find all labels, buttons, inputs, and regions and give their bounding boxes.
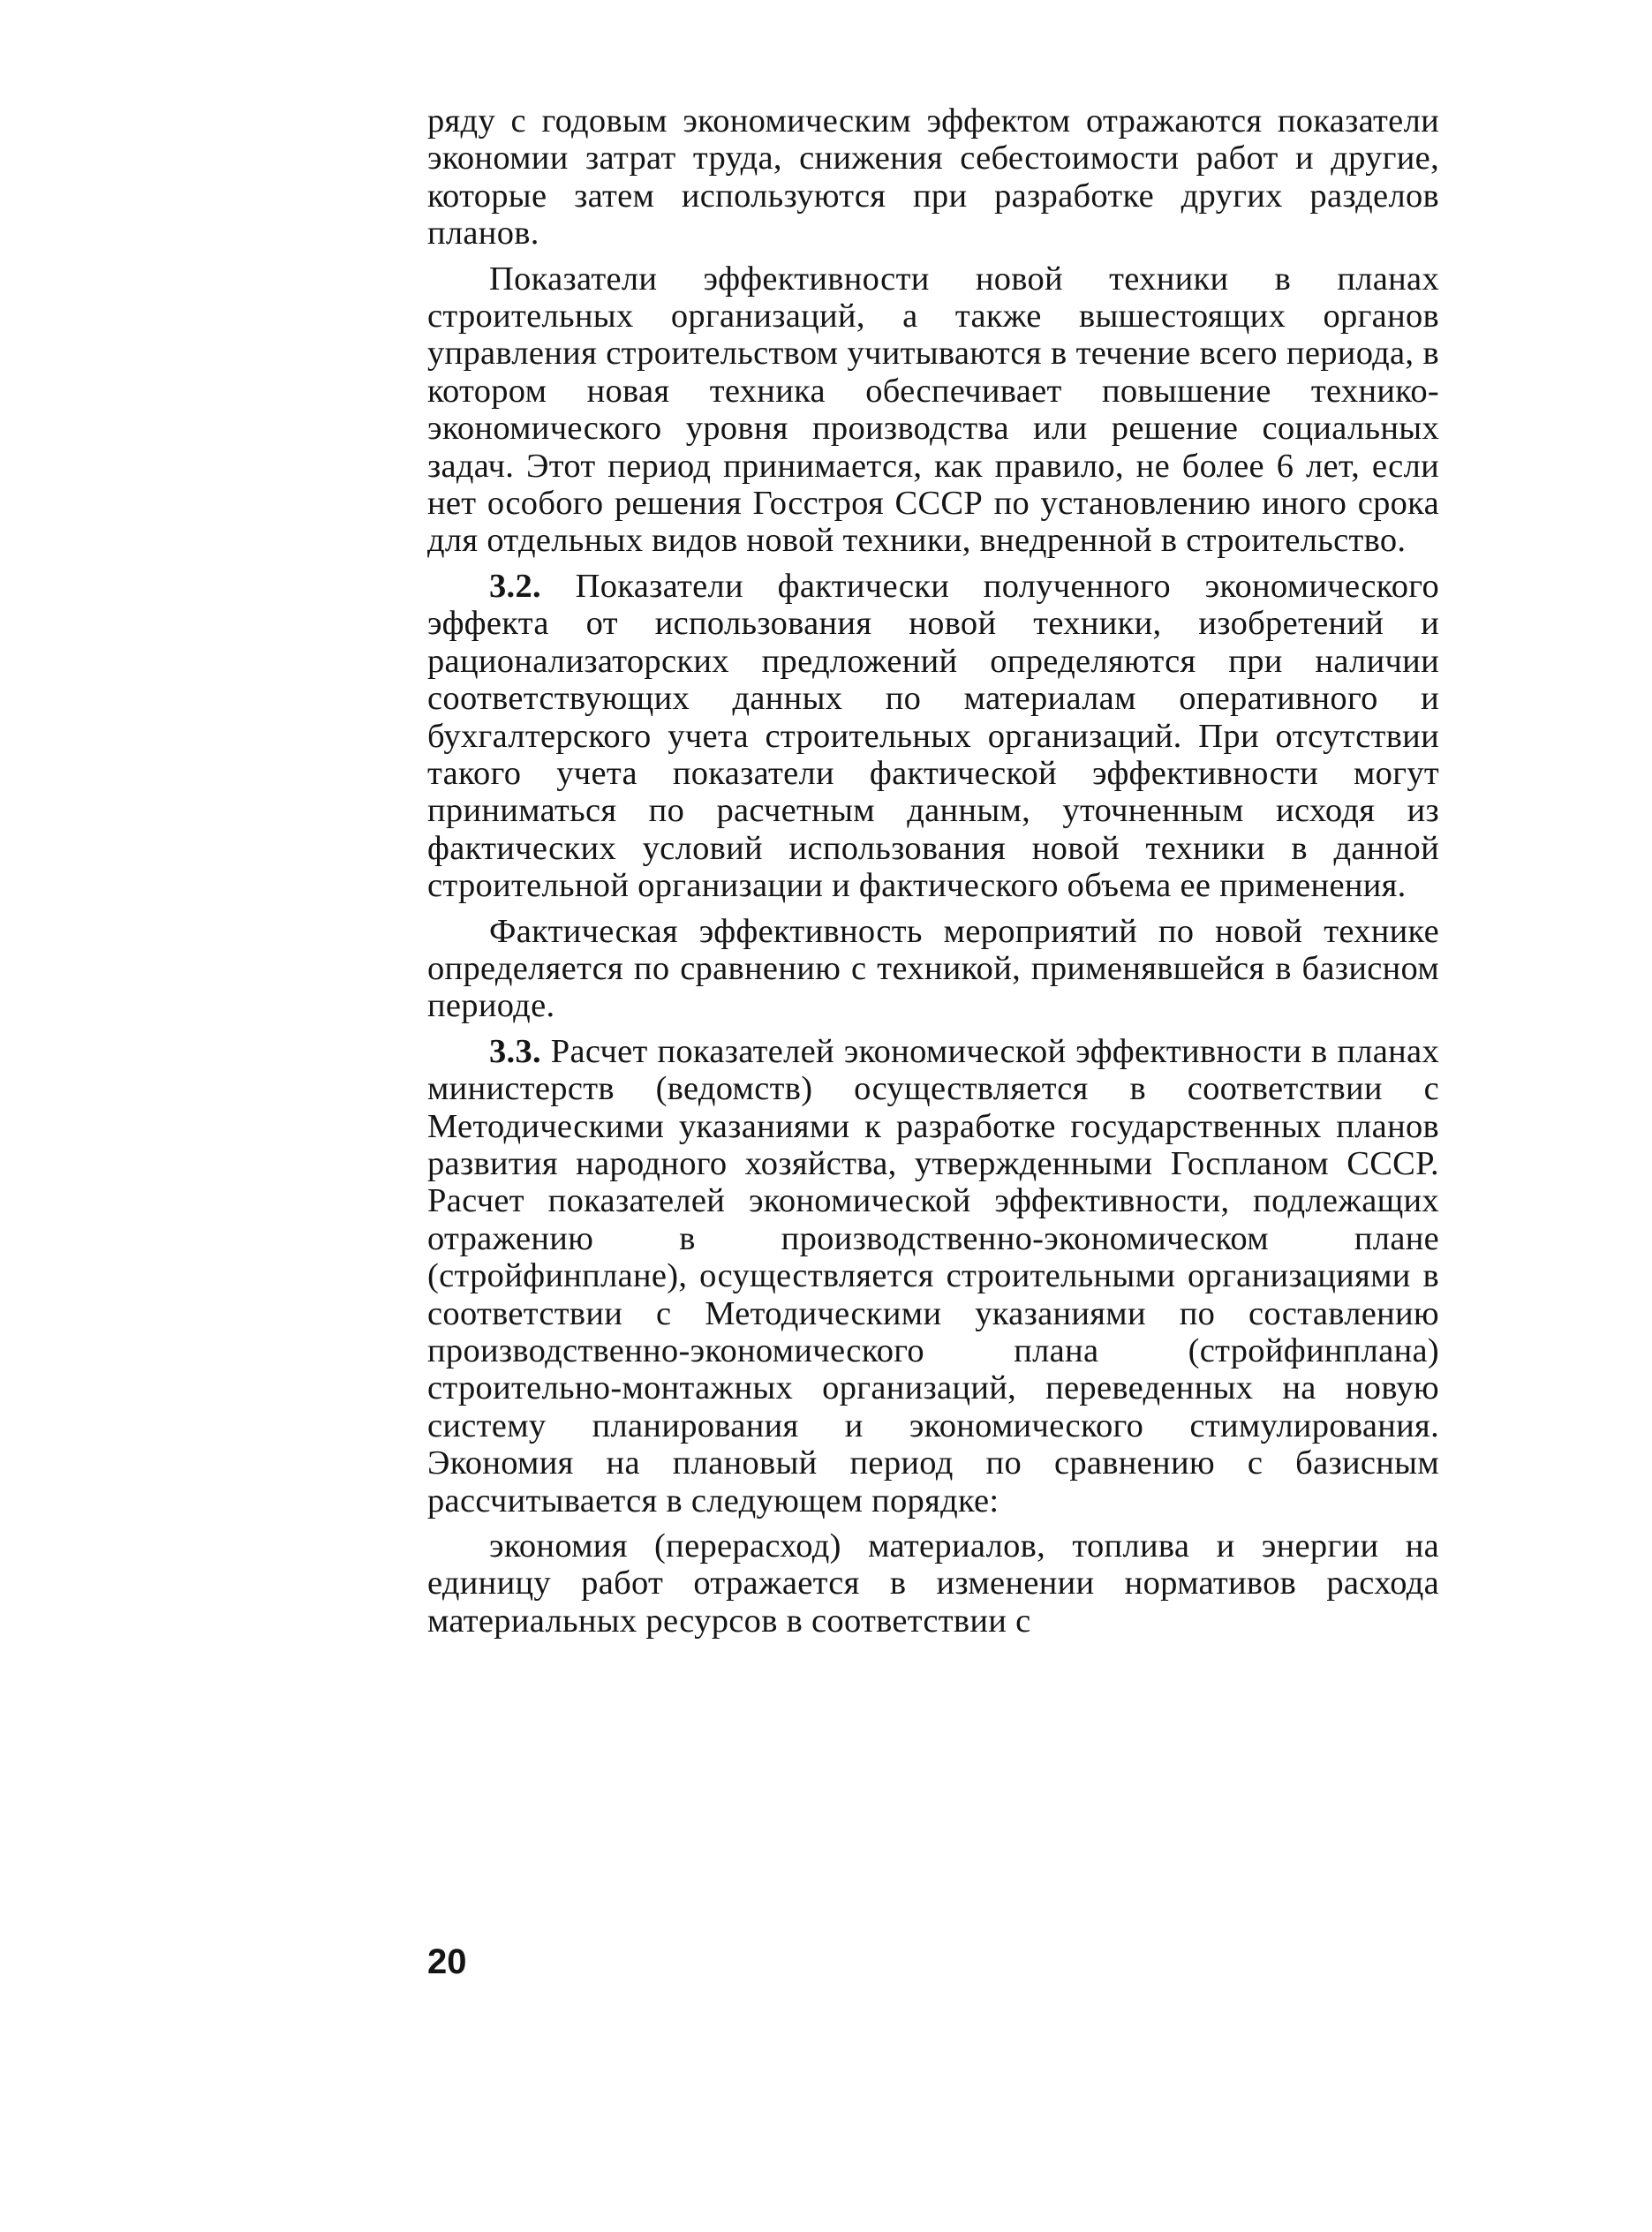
paragraph-text: Показатели фактически полученного экономического эффекта от использования новой техники, изобретений и рационализаторских предложений определяются при наличии соответствующих данных по материалам оперативного и бухгалтерского учета строительных организаций. При отсутствии такого учета показатели фактической эффективности могут приниматься по расчетным данным, уточненным исходя из фактических условий использования новой техники в данной строительной организации и фактического объема ее применения. [427, 567, 1439, 905]
paragraph-section-3-3 [427, 1033, 1439, 1519]
page-number: 20 [427, 1942, 467, 1981]
paragraph-text: Расчет показателей экономической эффективности в планах министерств (ведомств) осуществляется в соответствии с Методическими указаниями к разработке государственных планов развития народного хозяйства, утвержденными Госпланом СССР. Расчет показателей экономической эффективности, подлежащих отражению в производственно-экономическом плане (стройфинплане), осуществляется строительными организациями в соответствии с Методическими указаниями по составлению производственно-экономического плана (стройфинплана) строительно-монтажных организаций, переведенных на новую систему планирования и экономического стимулирования. Экономия на плановый период по сравнению с базисным рассчитывается в следующем порядке: [427, 1032, 1439, 1519]
section-number: 3.2. [489, 567, 541, 605]
paragraph-continuation [427, 102, 1439, 253]
body-text [427, 102, 1439, 1648]
paragraph-text: экономия (перерасход) материалов, топлива и энергии на единицу работ отражается в изменении нормативов расхода материальных ресурсов в соответствии с [427, 1527, 1439, 1640]
section-number: 3.3. [489, 1032, 541, 1070]
paragraph-text: Фактическая эффективность мероприятий по новой технике определяется по сравнению с техникой, применявшейся в базисном периоде. [427, 912, 1439, 1025]
paragraph-effectiveness-period [427, 260, 1439, 560]
paragraph-text: ряду с годовым экономическим эффектом отражаются показатели экономии затрат труда, снижения себестоимости работ и другие, которые затем используются при разработке других разделов планов. [427, 102, 1439, 253]
paragraph-materials-savings [427, 1527, 1439, 1640]
paragraph-actual-effectiveness [427, 913, 1439, 1025]
paragraph-section-3-2 [427, 568, 1439, 905]
paragraph-text: Показатели эффективности новой техники в планах строительных организаций, а также вышестоящих органов управления строительством учитываются в течение всего периода, в котором новая техника обеспечивает повышение технико-экономического уровня производства или решение социальных задач. Этот период принимается, как правило, не более 6 лет, если нет особого решения Госстроя СССР по установлению иного срока для отдельных видов новой техники, внедренной в строительство. [427, 260, 1439, 560]
